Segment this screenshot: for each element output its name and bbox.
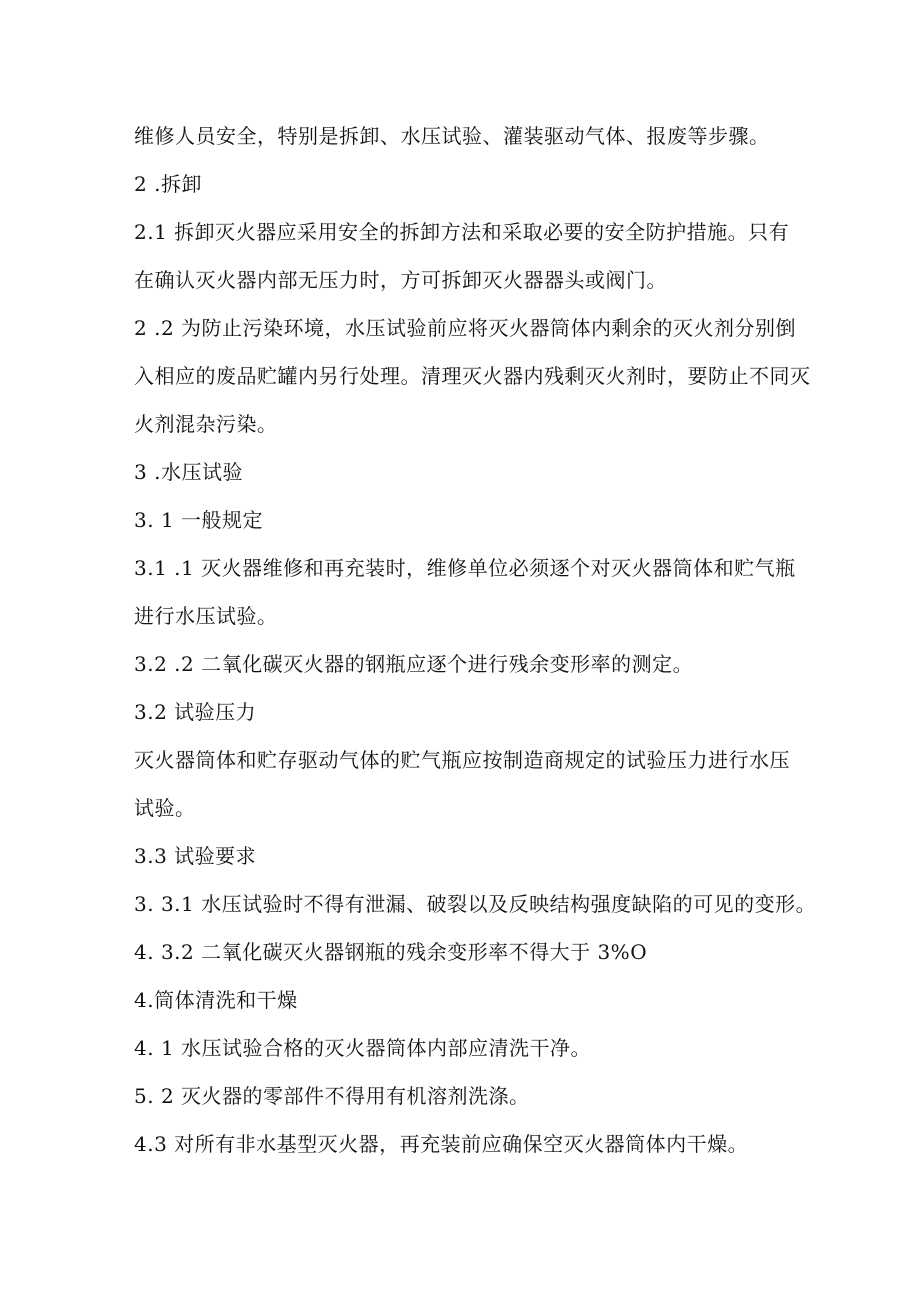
text-line: 在确认灭火器内部无压力时，方可拆卸灭火器器头或阀门。 (134, 268, 667, 292)
text-line: 4. 1 水压试验合格的灭火器筒体内部应清洗干净。 (134, 1036, 592, 1060)
document-body (134, 112, 817, 1168)
text-line: 2 .2 为防止污染环境，水压试验前应将灭火器筒体内剩余的灭火剂分别倒 (134, 316, 797, 340)
subsection-heading: 3. 1 一般规定 (134, 508, 264, 532)
text-line: 3.2 .2 二氧化碳灭火器的钢瓶应逐个进行残余变形率的测定。 (134, 652, 694, 676)
subsection-heading: 3.2 试验压力 (134, 700, 257, 724)
text-line: 4. 3.2 二氧化碳灭火器钢瓶的残余变形率不得大于 3%O (134, 940, 648, 964)
text-line: 火剂混杂污染。 (134, 412, 278, 436)
text-line: 2.1 拆卸灭火器应采用安全的拆卸方法和采取必要的安全防护措施。只有 (134, 220, 790, 244)
section-heading: 4.筒体清洗和干燥 (134, 988, 298, 1012)
text-line: 试验。 (134, 796, 196, 820)
section-heading: 3 .水压试验 (134, 460, 243, 484)
text-line: 入相应的废品贮罐内另行处理。清理灭火器内残剩灭火剂时，要防止不同灭 (134, 364, 811, 388)
text-line: 5. 2 灭火器的零部件不得用有机溶剂洗涤。 (134, 1084, 530, 1108)
section-heading: 2 .拆卸 (134, 172, 202, 196)
text-line: 维修人员安全，特别是拆卸、水压试验、灌装驱动气体、报废等步骤。 (134, 124, 770, 148)
text-line: 3.1 .1 灭火器维修和再充装时，维修单位必须逐个对灭火器筒体和贮气瓶 (134, 556, 796, 580)
text-line: 3. 3.1 水压试验时不得有泄漏、破裂以及反映结构强度缺陷的可见的变形。 (134, 892, 817, 916)
text-line: 进行水压试验。 (134, 604, 278, 628)
text-line: 灭火器筒体和贮存驱动气体的贮气瓶应按制造商规定的试验压力进行水压 (134, 748, 790, 772)
text-line: 4.3 对所有非水基型灭火器，再充装前应确保空灭火器筒体内干燥。 (134, 1132, 749, 1156)
subsection-heading: 3.3 试验要求 (134, 844, 257, 868)
